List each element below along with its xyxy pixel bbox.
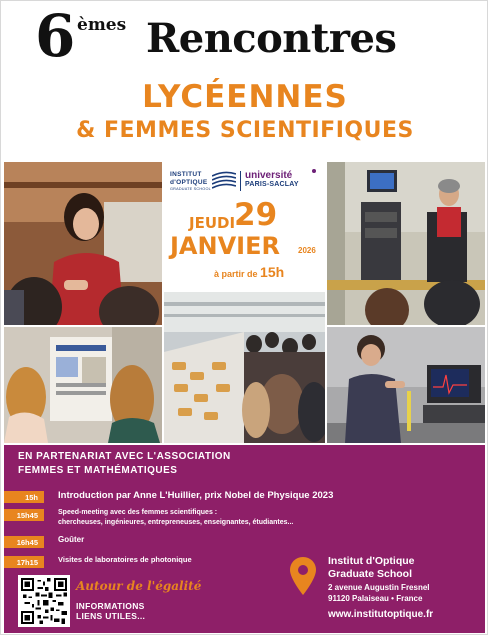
- address-name-line1: Institut d'Optique: [328, 555, 415, 567]
- photo-student-speaking: [4, 162, 162, 325]
- address-city: 91120 Palaiseau • France: [328, 594, 423, 603]
- photo-scientist-oscilloscope: [327, 327, 485, 443]
- event-day-name: JEUDI: [189, 214, 236, 232]
- logo-separator: [240, 171, 241, 191]
- headline-lyceennes: LYCÉENNES: [142, 79, 348, 115]
- program-time: 15h45: [4, 509, 44, 521]
- event-year: 2026: [298, 246, 316, 255]
- program-time: 17h15: [4, 556, 44, 568]
- institut-stripes-icon: [212, 170, 236, 190]
- program-text: Goûter: [58, 535, 85, 544]
- info-line1: INFORMATIONS: [76, 601, 145, 611]
- location-pin-icon: [290, 557, 316, 595]
- program-text: Visites de laboratoires de photonique: [58, 555, 192, 564]
- equality-title: Autour de l'égalité: [76, 579, 202, 593]
- website-link[interactable]: www.institutoptique.fr: [328, 609, 434, 620]
- program-time: 16h45: [4, 536, 44, 548]
- headline-femmes-scientifiques: & FEMMES SCIENTIFIQUES: [76, 118, 414, 143]
- event-day-number: 29: [234, 197, 278, 233]
- program-text-line2: chercheuses, ingénieures, entrepreneuses, enseignantes, étudiantes...: [58, 519, 294, 526]
- photo-lab-demonstration: [327, 162, 485, 325]
- qr-code[interactable]: [18, 575, 70, 627]
- event-info-box: [164, 162, 325, 290]
- event-month: JANVIER: [170, 232, 280, 260]
- photo-buffet-crowd: [164, 292, 325, 443]
- info-line2: LIENS UTILES...: [76, 611, 146, 621]
- address-name-line2: Graduate School: [328, 568, 413, 580]
- universite-logo-line2: PARIS-SACLAY: [245, 181, 299, 188]
- program-text-line1: Speed-meeting avec des femmes scientifiques :: [58, 509, 218, 516]
- address-street: 2 avenue Augustin Fresnel: [328, 583, 430, 592]
- edition-suffix: èmes: [77, 15, 127, 35]
- program-time: 15h: [4, 491, 44, 503]
- universite-dot-icon: [312, 169, 316, 173]
- program-text: Introduction par Anne L'Huillier, prix Nobel de Physique 2023: [58, 490, 334, 501]
- program-band: [4, 445, 485, 633]
- partnership-line2: FEMMES ET MATHÉMATIQUES: [18, 465, 178, 476]
- program-text: [58, 508, 293, 528]
- universite-paris-saclay-logo: [245, 170, 299, 188]
- partnership-line1: EN PARTENARIAT AVEC L'ASSOCIATION: [18, 451, 231, 462]
- institut-optique-logo: [170, 169, 232, 195]
- event-start-time: 15h: [260, 264, 285, 280]
- event-start: [214, 264, 284, 280]
- event-start-prefix: à partir de: [214, 269, 258, 279]
- qr-code-icon: [21, 578, 67, 624]
- institut-logo-line2: d'OPTIQUE: [170, 179, 208, 186]
- poster-title: Rencontres: [146, 15, 397, 62]
- institut-logo-line1: INSTITUT: [170, 171, 202, 178]
- institut-logo-line3: GRADUATE SCHOOL: [170, 187, 211, 191]
- universite-logo-line1: université: [245, 170, 293, 181]
- photo-poster-session: [4, 327, 162, 443]
- edition-number: 6: [35, 2, 76, 70]
- partner-logos: [170, 169, 320, 195]
